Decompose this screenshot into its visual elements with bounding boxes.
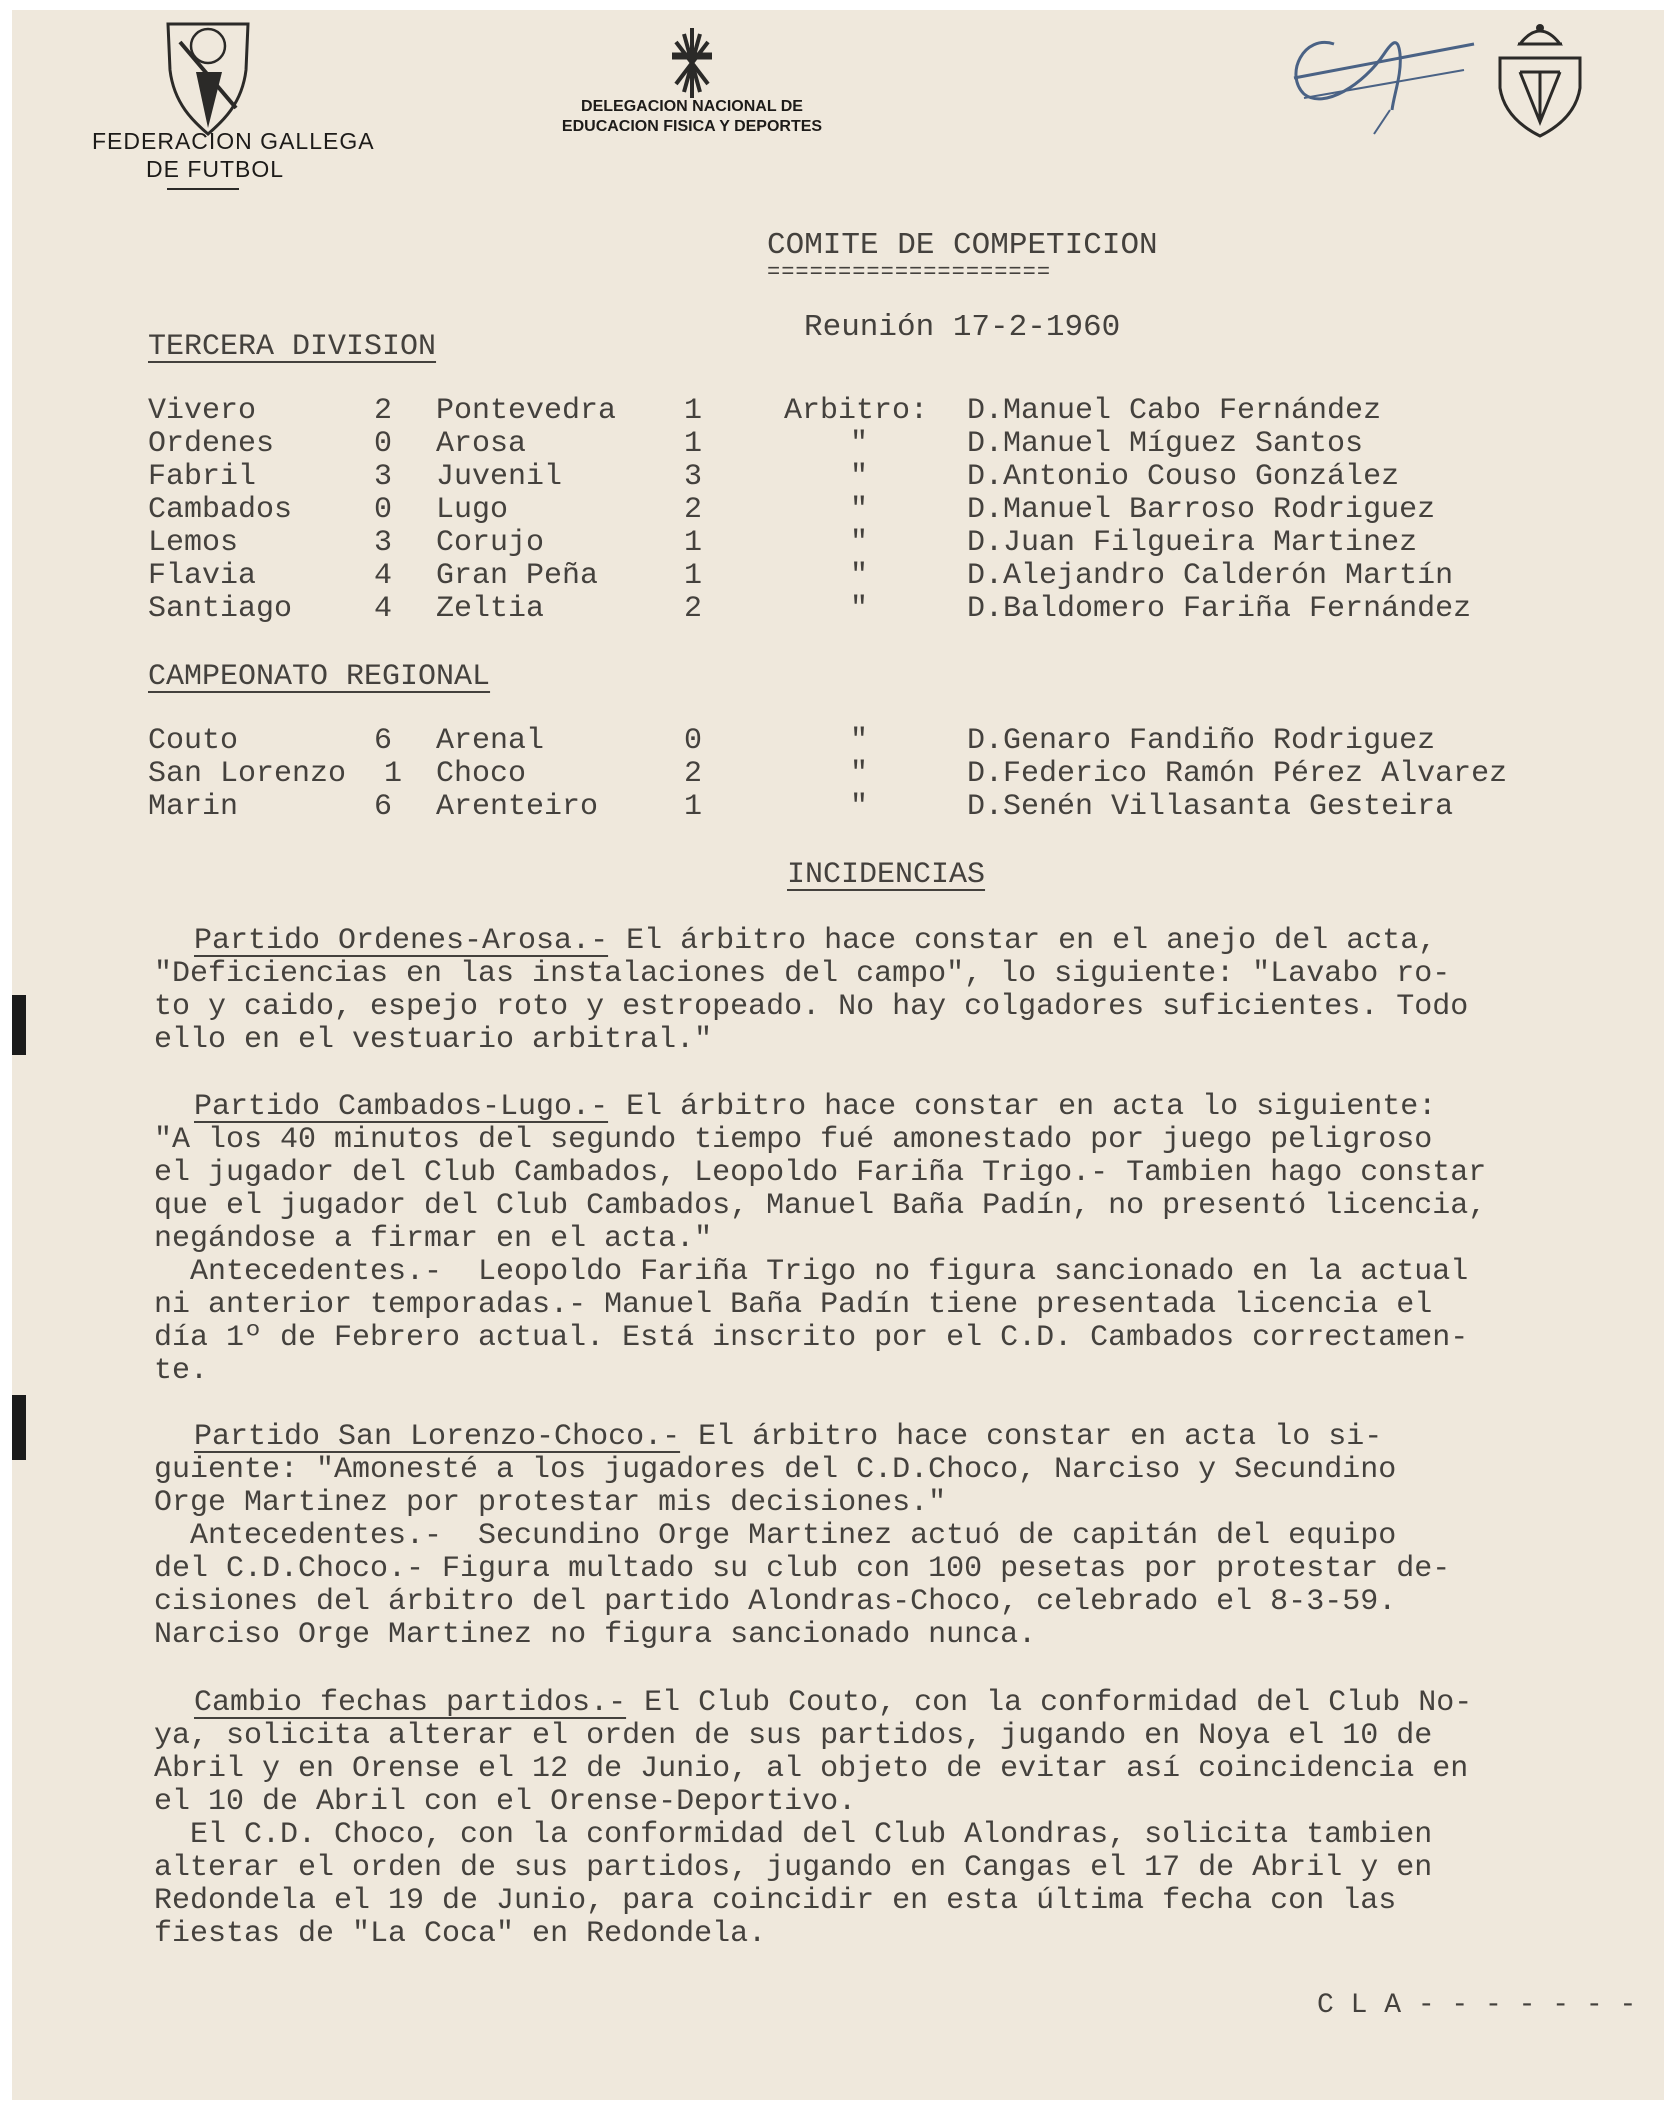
regional-match-row	[12, 724, 1664, 758]
incidencias-heading: INCIDENCIAS	[787, 858, 986, 892]
away-team: Arenteiro	[436, 790, 599, 824]
ditto-mark: "	[850, 427, 869, 461]
away-team: Arenal	[436, 724, 545, 758]
ditto-mark: "	[850, 559, 869, 593]
tercera-match-row	[12, 394, 1664, 428]
punch-hole-top	[12, 995, 26, 1055]
incident-cambados-lugo	[154, 1090, 1664, 1387]
federation-rule	[167, 188, 239, 190]
away-score: 1	[684, 394, 703, 428]
ditto-mark: "	[850, 460, 869, 494]
home-score: 4	[374, 559, 393, 593]
incident-line: del C.D.Choco.- Figura multado su club con 100 pesetas por protestar de-	[154, 1552, 1451, 1586]
away-score: 1	[684, 790, 703, 824]
home-score: 2	[374, 394, 393, 428]
home-team: Santiago	[148, 592, 293, 626]
home-score: 4	[374, 592, 393, 626]
delegation-line2: EDUCACION FISICA Y DEPORTES	[561, 118, 823, 135]
incident-text: El Club Couto, con la conformidad del Club No-	[626, 1686, 1473, 1720]
incident-line: te.	[154, 1354, 209, 1388]
incident-line: día 1º de Febrero actual. Está inscrito por el C.D. Cambados correctamen-	[154, 1321, 1469, 1355]
home-score: 3	[374, 526, 393, 560]
referee-name: D.Manuel Barroso Rodriguez	[967, 493, 1436, 527]
incident-line: Orge Martinez por protestar mis decisiones."	[154, 1486, 947, 1520]
referee-name: D.Genaro Fandiño Rodriguez	[967, 724, 1436, 758]
incident-title: Partido San Lorenzo-Choco.-	[194, 1420, 681, 1454]
antecedentes-line: Antecedentes.- Leopoldo Fariña Trigo no figura sancionado en la actual	[154, 1255, 1469, 1289]
away-score: 2	[684, 757, 703, 791]
incident-title: Partido Ordenes-Arosa.-	[194, 924, 609, 958]
referee-name: D.Juan Filgueira Martinez	[967, 526, 1418, 560]
incident-line: alterar el orden de sus partidos, jugando en Cangas el 17 de Abril y en	[154, 1851, 1433, 1885]
choco-request-line: El C.D. Choco, con la conformidad del Club Alondras, solicita tambien	[154, 1818, 1433, 1852]
document-page	[12, 10, 1664, 2100]
tercera-match-row	[12, 493, 1664, 527]
away-team: Zeltia	[436, 592, 545, 626]
incident-title: Cambio fechas partidos.-	[194, 1686, 627, 1720]
incident-line: ya, solicita alterar el orden de sus partidos, jugando en Noya el 10 de	[154, 1719, 1433, 1753]
incident-first-line	[154, 1420, 1664, 1453]
away-score: 2	[684, 592, 703, 626]
incident-text: El árbitro hace constar en el anejo del acta,	[608, 924, 1437, 958]
home-team: Fabril	[148, 460, 257, 494]
home-team: Couto	[148, 724, 239, 758]
incident-line: Abril y en Orense el 12 de Junio, al objeto de evitar así coincidencia en	[154, 1752, 1469, 1786]
continuation-mark: C L A - - - - - - -	[1317, 1990, 1637, 2021]
ditto-mark: "	[850, 592, 869, 626]
referee-name: D.Baldomero Fariña Fernández	[967, 592, 1472, 626]
signature-scribble	[1274, 14, 1514, 154]
delegation-line1: DELEGACION NACIONAL DE	[581, 98, 803, 115]
referee-name: D.Antonio Couso González	[967, 460, 1400, 494]
ditto-mark: "	[850, 724, 869, 758]
away-team: Lugo	[436, 493, 509, 527]
away-team: Juvenil	[436, 460, 563, 494]
away-score: 1	[684, 559, 703, 593]
committee-title: COMITE DE COMPETICION	[767, 228, 1158, 263]
crowned-crest-icon	[1490, 18, 1590, 140]
away-team: Corujo	[436, 526, 545, 560]
regional-match-row	[12, 757, 1664, 791]
incident-sanlorenzo-choco	[154, 1420, 1664, 1651]
incident-line: cisiones del árbitro del partido Alondras-Choco, celebrado el 8-3-59.	[154, 1585, 1397, 1619]
incident-line: el jugador del Club Cambados, Leopoldo Fariña Trigo.- Tambien hago constar	[154, 1156, 1487, 1190]
federation-shield-icon	[162, 18, 254, 138]
ditto-mark: "	[850, 493, 869, 527]
ditto-mark: "	[850, 757, 869, 791]
incident-line: to y caido, espejo roto y estropeado. No hay colgadores suficientes. Todo	[154, 990, 1469, 1024]
home-team: Lemos	[148, 526, 239, 560]
incident-title: Partido Cambados-Lugo.-	[194, 1090, 609, 1124]
incident-text: El árbitro hace constar en acta lo si-	[680, 1420, 1383, 1454]
referee-name: D.Manuel Cabo Fernández	[967, 394, 1382, 428]
incident-line: "A los 40 minutos del segundo tiempo fué amonestado por juego peligroso	[154, 1123, 1433, 1157]
referee-label: Arbitro:	[784, 394, 929, 428]
home-score: 0	[374, 427, 393, 461]
regional-match-row	[12, 790, 1664, 824]
home-team: Ordenes	[148, 427, 275, 461]
away-score: 0	[684, 724, 703, 758]
ditto-mark: "	[850, 526, 869, 560]
away-team: Pontevedra	[436, 394, 617, 428]
punch-hole-bottom	[12, 1395, 26, 1460]
home-score: 1	[384, 757, 403, 791]
ditto-mark: "	[850, 790, 869, 824]
incident-line: "Deficiencias en las instalaciones del campo", lo siguiente: "Lavabo ro-	[154, 957, 1451, 991]
antecedentes-line: Antecedentes.- Secundino Orge Martinez actuó de capitán del equipo	[154, 1519, 1397, 1553]
federation-name-line1: FEDERACION GALLEGA	[92, 128, 375, 154]
referee-name: D.Senén Villasanta Gesteira	[967, 790, 1454, 824]
away-team: Choco	[436, 757, 527, 791]
away-score: 2	[684, 493, 703, 527]
incident-line: negándose a firmar en el acta."	[154, 1222, 713, 1256]
incident-line: Narciso Orge Martinez no figura sancionado nunca.	[154, 1618, 1037, 1652]
tercera-match-row	[12, 559, 1664, 593]
away-team: Arosa	[436, 427, 527, 461]
away-score: 1	[684, 526, 703, 560]
referee-name: D.Manuel Míguez Santos	[967, 427, 1364, 461]
incident-line: que el jugador del Club Cambados, Manuel Baña Padín, no presentó licencia,	[154, 1189, 1487, 1223]
incident-line: el 10 de Abril con el Orense-Deportivo.	[154, 1785, 857, 1819]
federation-name-line2: DE FUTBOL	[146, 156, 285, 182]
incident-first-line	[154, 1090, 1664, 1123]
home-team: Flavia	[148, 559, 257, 593]
incident-line: Redondela el 19 de Junio, para coincidir en esta última fecha con las	[154, 1884, 1397, 1918]
tercera-match-row	[12, 427, 1664, 461]
incident-line: fiestas de "La Coca" en Redondela.	[154, 1917, 767, 1951]
incident-text: El árbitro hace constar en acta lo siguiente:	[608, 1090, 1437, 1124]
away-score: 3	[684, 460, 703, 494]
away-score: 1	[684, 427, 703, 461]
committee-rule: ====================	[767, 260, 1052, 285]
incident-ordenes-arosa	[154, 924, 1664, 1056]
falange-emblem-icon	[664, 22, 720, 102]
home-score: 0	[374, 493, 393, 527]
home-score: 6	[374, 790, 393, 824]
incident-line: ni anterior temporadas.- Manuel Baña Padín tiene presentada licencia el	[154, 1288, 1433, 1322]
home-team: Vivero	[148, 394, 257, 428]
tercera-heading: TERCERA DIVISION	[148, 330, 437, 364]
home-score: 3	[374, 460, 393, 494]
incident-cambio-fechas	[154, 1686, 1664, 1950]
away-team: Gran Peña	[436, 559, 599, 593]
incident-line: guiente: "Amonesté a los jugadores del C.D.Choco, Narciso y Secundino	[154, 1453, 1397, 1487]
home-score: 6	[374, 724, 393, 758]
referee-name: D.Federico Ramón Pérez Alvarez	[967, 757, 1508, 791]
home-team: Marin	[148, 790, 239, 824]
meeting-date: Reunión 17-2-1960	[804, 310, 1121, 345]
incident-first-line	[154, 924, 1664, 957]
referee-name: D.Alejandro Calderón Martín	[967, 559, 1454, 593]
incident-line: ello en el vestuario arbitral."	[154, 1023, 713, 1057]
tercera-match-row	[12, 460, 1664, 494]
regional-heading: CAMPEONATO REGIONAL	[148, 660, 491, 694]
home-team: San Lorenzo	[148, 757, 347, 791]
home-team: Cambados	[148, 493, 293, 527]
tercera-match-row	[12, 526, 1664, 560]
tercera-match-row	[12, 592, 1664, 626]
incident-first-line	[154, 1686, 1664, 1719]
